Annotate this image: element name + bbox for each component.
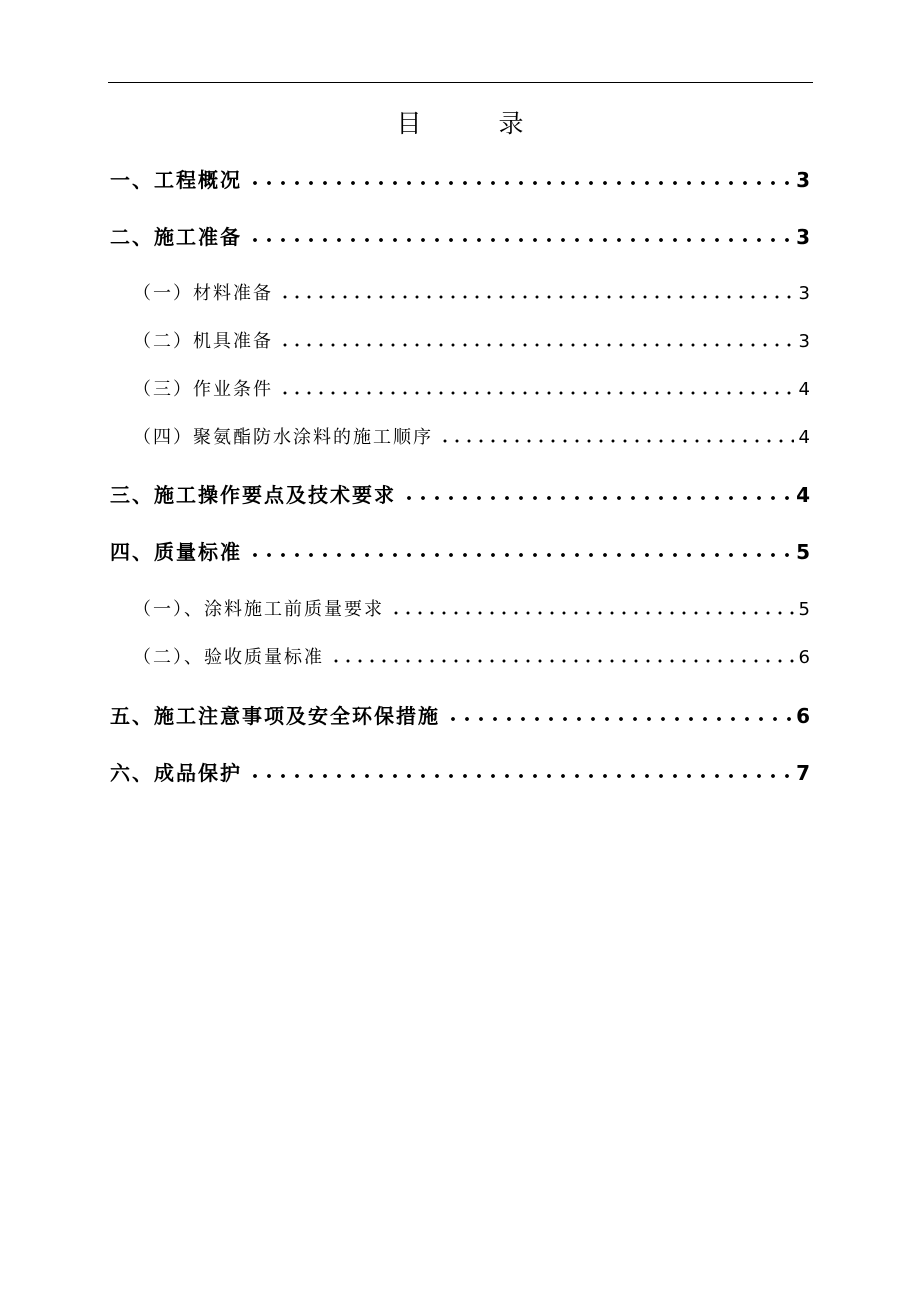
toc-entry-label: （三）作业条件 [133,379,273,400]
toc-entry-section-2-4[interactable] [133,420,810,452]
dot-leader [279,293,794,301]
toc-entry-page: 3 [798,283,810,304]
dot-leader [446,715,792,723]
toc-entry-label: 二、施工准备 [110,225,242,249]
toc-entry-section-2-1[interactable] [133,276,810,308]
toc-entry-section-3[interactable] [110,477,810,509]
toc-entry-section-4-2[interactable] [133,640,810,672]
dot-leader [390,609,794,617]
dot-leader [279,341,794,349]
toc-entry-label: （二）、验收质量标准 [133,647,324,668]
toc-entry-section-2-2[interactable] [133,324,810,356]
toc-entry-label: 三、施工操作要点及技术要求 [110,483,396,507]
toc-entry-label: 五、施工注意事项及安全环保措施 [110,704,440,728]
toc-entry-section-2[interactable] [110,219,810,251]
toc-entry-label: 四、质量标准 [110,540,242,564]
toc-entry-page: 3 [796,168,810,192]
toc-entry-label: 一、工程概况 [110,168,242,192]
dot-leader [402,494,792,502]
dot-leader [248,236,792,244]
dot-leader [279,389,794,397]
dot-leader [439,437,794,445]
toc-title: 目 录 [396,109,550,138]
toc-entry-label: （一）材料准备 [133,283,273,304]
toc-entry-label: （四）聚氨酯防水涂料的施工顺序 [133,427,433,448]
toc-entry-page: 4 [796,483,810,507]
dot-leader [248,772,792,780]
toc-entry-section-4[interactable] [110,534,810,566]
toc-entry-page: 5 [798,599,810,620]
toc-entry-section-6[interactable] [110,755,810,787]
dot-leader [248,551,792,559]
toc-entry-label: 六、成品保护 [110,761,242,785]
toc-entry-page: 5 [796,540,810,564]
dot-leader [248,179,792,187]
toc-entry-label: （二）机具准备 [133,331,273,352]
toc-entry-label: （一）、涂料施工前质量要求 [133,599,384,620]
toc-entry-page: 3 [798,331,810,352]
toc-entry-page: 3 [796,225,810,249]
dot-leader [330,657,794,665]
toc-entry-section-5[interactable] [110,698,810,730]
toc-entry-section-4-1[interactable] [133,592,810,624]
toc-entry-section-2-3[interactable] [133,372,810,404]
toc-entry-page: 6 [796,704,810,728]
toc-entry-page: 4 [798,379,810,400]
toc-entry-page: 7 [796,761,810,785]
toc-entry-section-1[interactable] [110,162,810,194]
toc-entry-page: 4 [798,427,810,448]
toc-entry-page: 6 [798,647,810,668]
